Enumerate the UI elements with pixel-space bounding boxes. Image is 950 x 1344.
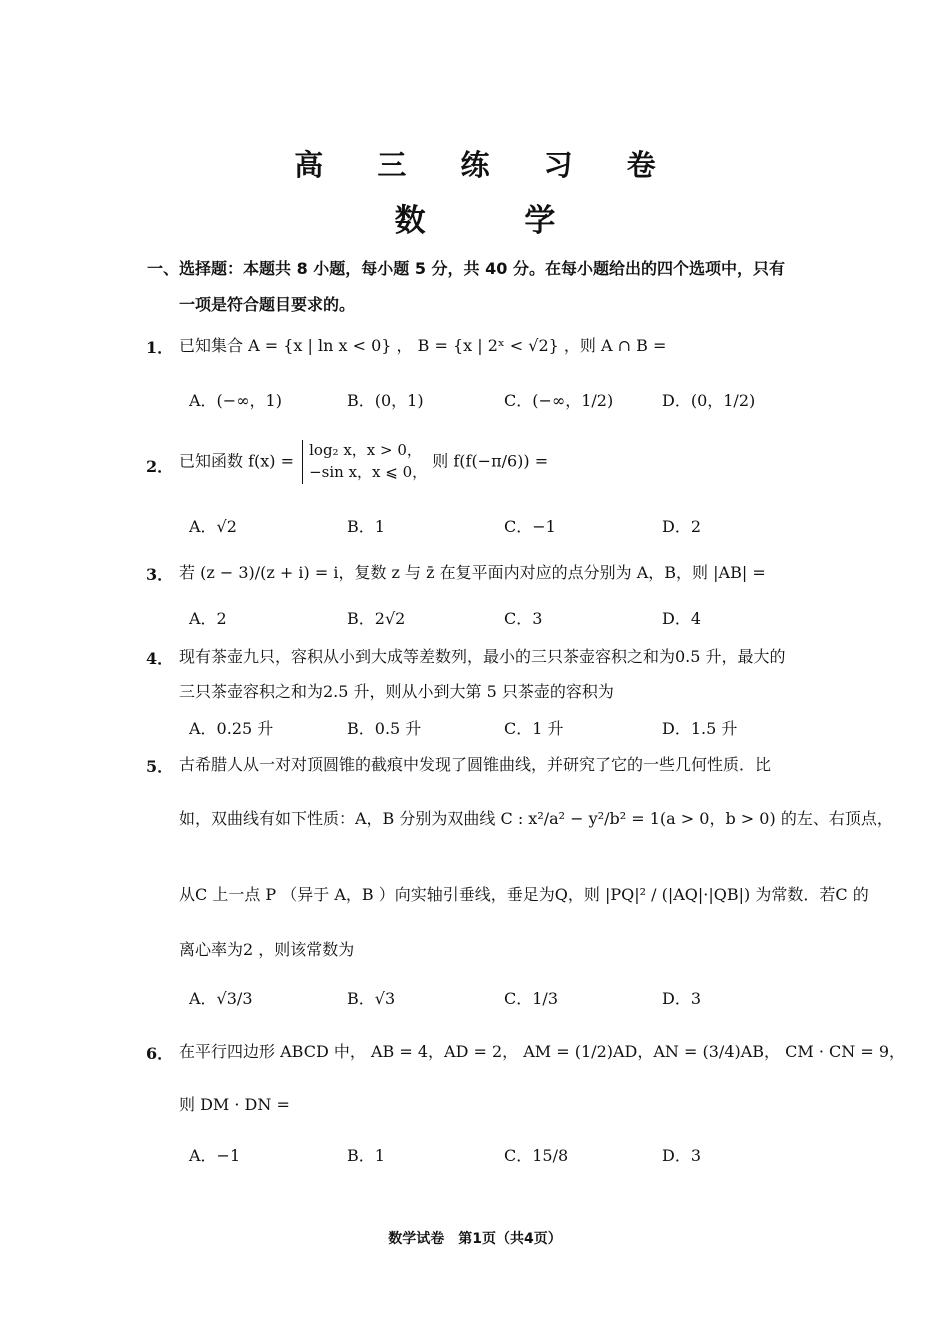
question-2-option-d: D．2	[662, 517, 702, 536]
question-4-option-b: B．0.5 升	[347, 719, 422, 738]
question-3-stem: 若 (z − 3)/(z + i) = i，复数 z 与 z̄ 在复平面内对应的点分别为 A，B，则 |AB| =	[179, 563, 766, 582]
section-heading-line2: 一项是符合题目要求的。	[179, 295, 356, 314]
subject-title: 数 学	[394, 203, 600, 239]
question-6-number: 6．	[146, 1044, 174, 1063]
question-4-option-c: C．1 升	[504, 719, 564, 738]
question-1-option-c: C．(−∞，1/2)	[504, 391, 614, 410]
question-5-number: 5．	[146, 757, 174, 776]
question-3-option-b: B．2√2	[347, 609, 406, 628]
question-5-option-b: B．√3	[347, 989, 396, 1008]
ratio-formula: |PQ|² / (|AQ|·|QB|)	[604, 885, 751, 904]
question-5-stem-line4: 离心率为2 ，则该常数为	[179, 940, 355, 959]
question-2-stem-prefix: 已知函数 f(x) =	[179, 451, 295, 471]
question-2-number: 2．	[146, 457, 174, 476]
question-4-option-d: D．1.5 升	[662, 719, 738, 738]
question-1-option-d: D．(0，1/2)	[662, 391, 756, 410]
question-2-stem-suffix: 则 f(f(−π/6)) =	[432, 451, 549, 471]
question-5-stem-line3	[179, 882, 869, 905]
question-5-line2-prefix: 如，双曲线有如下性质：A，B 分别为双曲线	[179, 809, 496, 828]
question-6-stem-line2: 则 DM · DN =	[179, 1095, 290, 1114]
question-5-line3-prefix: 从C 上一点 P （异于 A，B ）向实轴引垂线，垂足为Q，则	[179, 885, 600, 904]
question-1-stem: 已知集合 A = {x | ln x < 0} ， B = {x | 2ˣ < √2} ，则 A ∩ B =	[179, 336, 667, 355]
question-6-option-a: A．−1	[189, 1146, 241, 1165]
question-1-number: 1．	[146, 338, 174, 357]
section-heading-line1: 一、选择题：本题共 8 小题，每小题 5 分，共 40 分。在每小题给出的四个选项中，只有	[147, 259, 785, 278]
question-2-option-a: A．√2	[189, 517, 237, 536]
question-5-stem-line2	[179, 806, 893, 829]
question-3-option-c: C．3	[504, 609, 543, 628]
question-2-option-c: C．−1	[504, 517, 556, 536]
question-5-line2-suffix: 的左、右顶点，	[780, 809, 893, 828]
question-2-stem	[179, 440, 548, 484]
piecewise-brace	[302, 440, 427, 484]
question-4-option-a: A．0.25 升	[189, 719, 274, 738]
exam-title: 高 三 练 习 卷	[294, 148, 678, 182]
question-2-option-b: B．1	[347, 517, 385, 536]
question-4-stem-line1: 现有茶壶九只，容积从小到大成等差数列，最小的三只茶壶容积之和为0.5 升，最大的	[179, 647, 786, 666]
piecewise-case-1: log₂ x，x > 0，	[309, 441, 422, 459]
page-footer: 数学试卷 第1页（共4页）	[388, 1231, 562, 1247]
question-4-number: 4．	[146, 649, 174, 668]
question-6-option-d: D．3	[662, 1146, 702, 1165]
hyperbola-formula: C : x²/a² − y²/b² = 1(a > 0，b > 0)	[500, 809, 776, 828]
question-3-option-a: A．2	[189, 609, 227, 628]
question-6-option-b: B．1	[347, 1146, 385, 1165]
question-1-option-b: B．(0，1)	[347, 391, 424, 410]
question-5-option-c: C．1/3	[504, 989, 558, 1008]
question-3-option-d: D．4	[662, 609, 702, 628]
question-5-option-d: D．3	[662, 989, 702, 1008]
question-3-number: 3．	[146, 565, 174, 584]
piecewise-case-2: −sin x，x ⩽ 0，	[309, 462, 428, 481]
question-5-option-a: A．√3/3	[189, 989, 253, 1008]
question-5-stem-line1: 古希腊人从一对对顶圆锥的截痕中发现了圆锥曲线，并研究了它的一些几何性质．比	[179, 755, 772, 774]
question-6-stem-line1: 在平行四边形 ABCD 中， AB = 4，AD = 2， AM = (1/2)AD，AN = (3/4)AB， CM · CN = 9，	[179, 1042, 906, 1061]
question-4-stem-line2: 三只茶壶容积之和为2.5 升，则从小到大第 5 只茶壶的容积为	[179, 682, 614, 701]
question-1-option-a: A．(−∞，1)	[189, 391, 282, 410]
question-5-line3-suffix: 为常数．若C 的	[755, 885, 869, 904]
question-6-option-c: C．15/8	[504, 1146, 569, 1165]
